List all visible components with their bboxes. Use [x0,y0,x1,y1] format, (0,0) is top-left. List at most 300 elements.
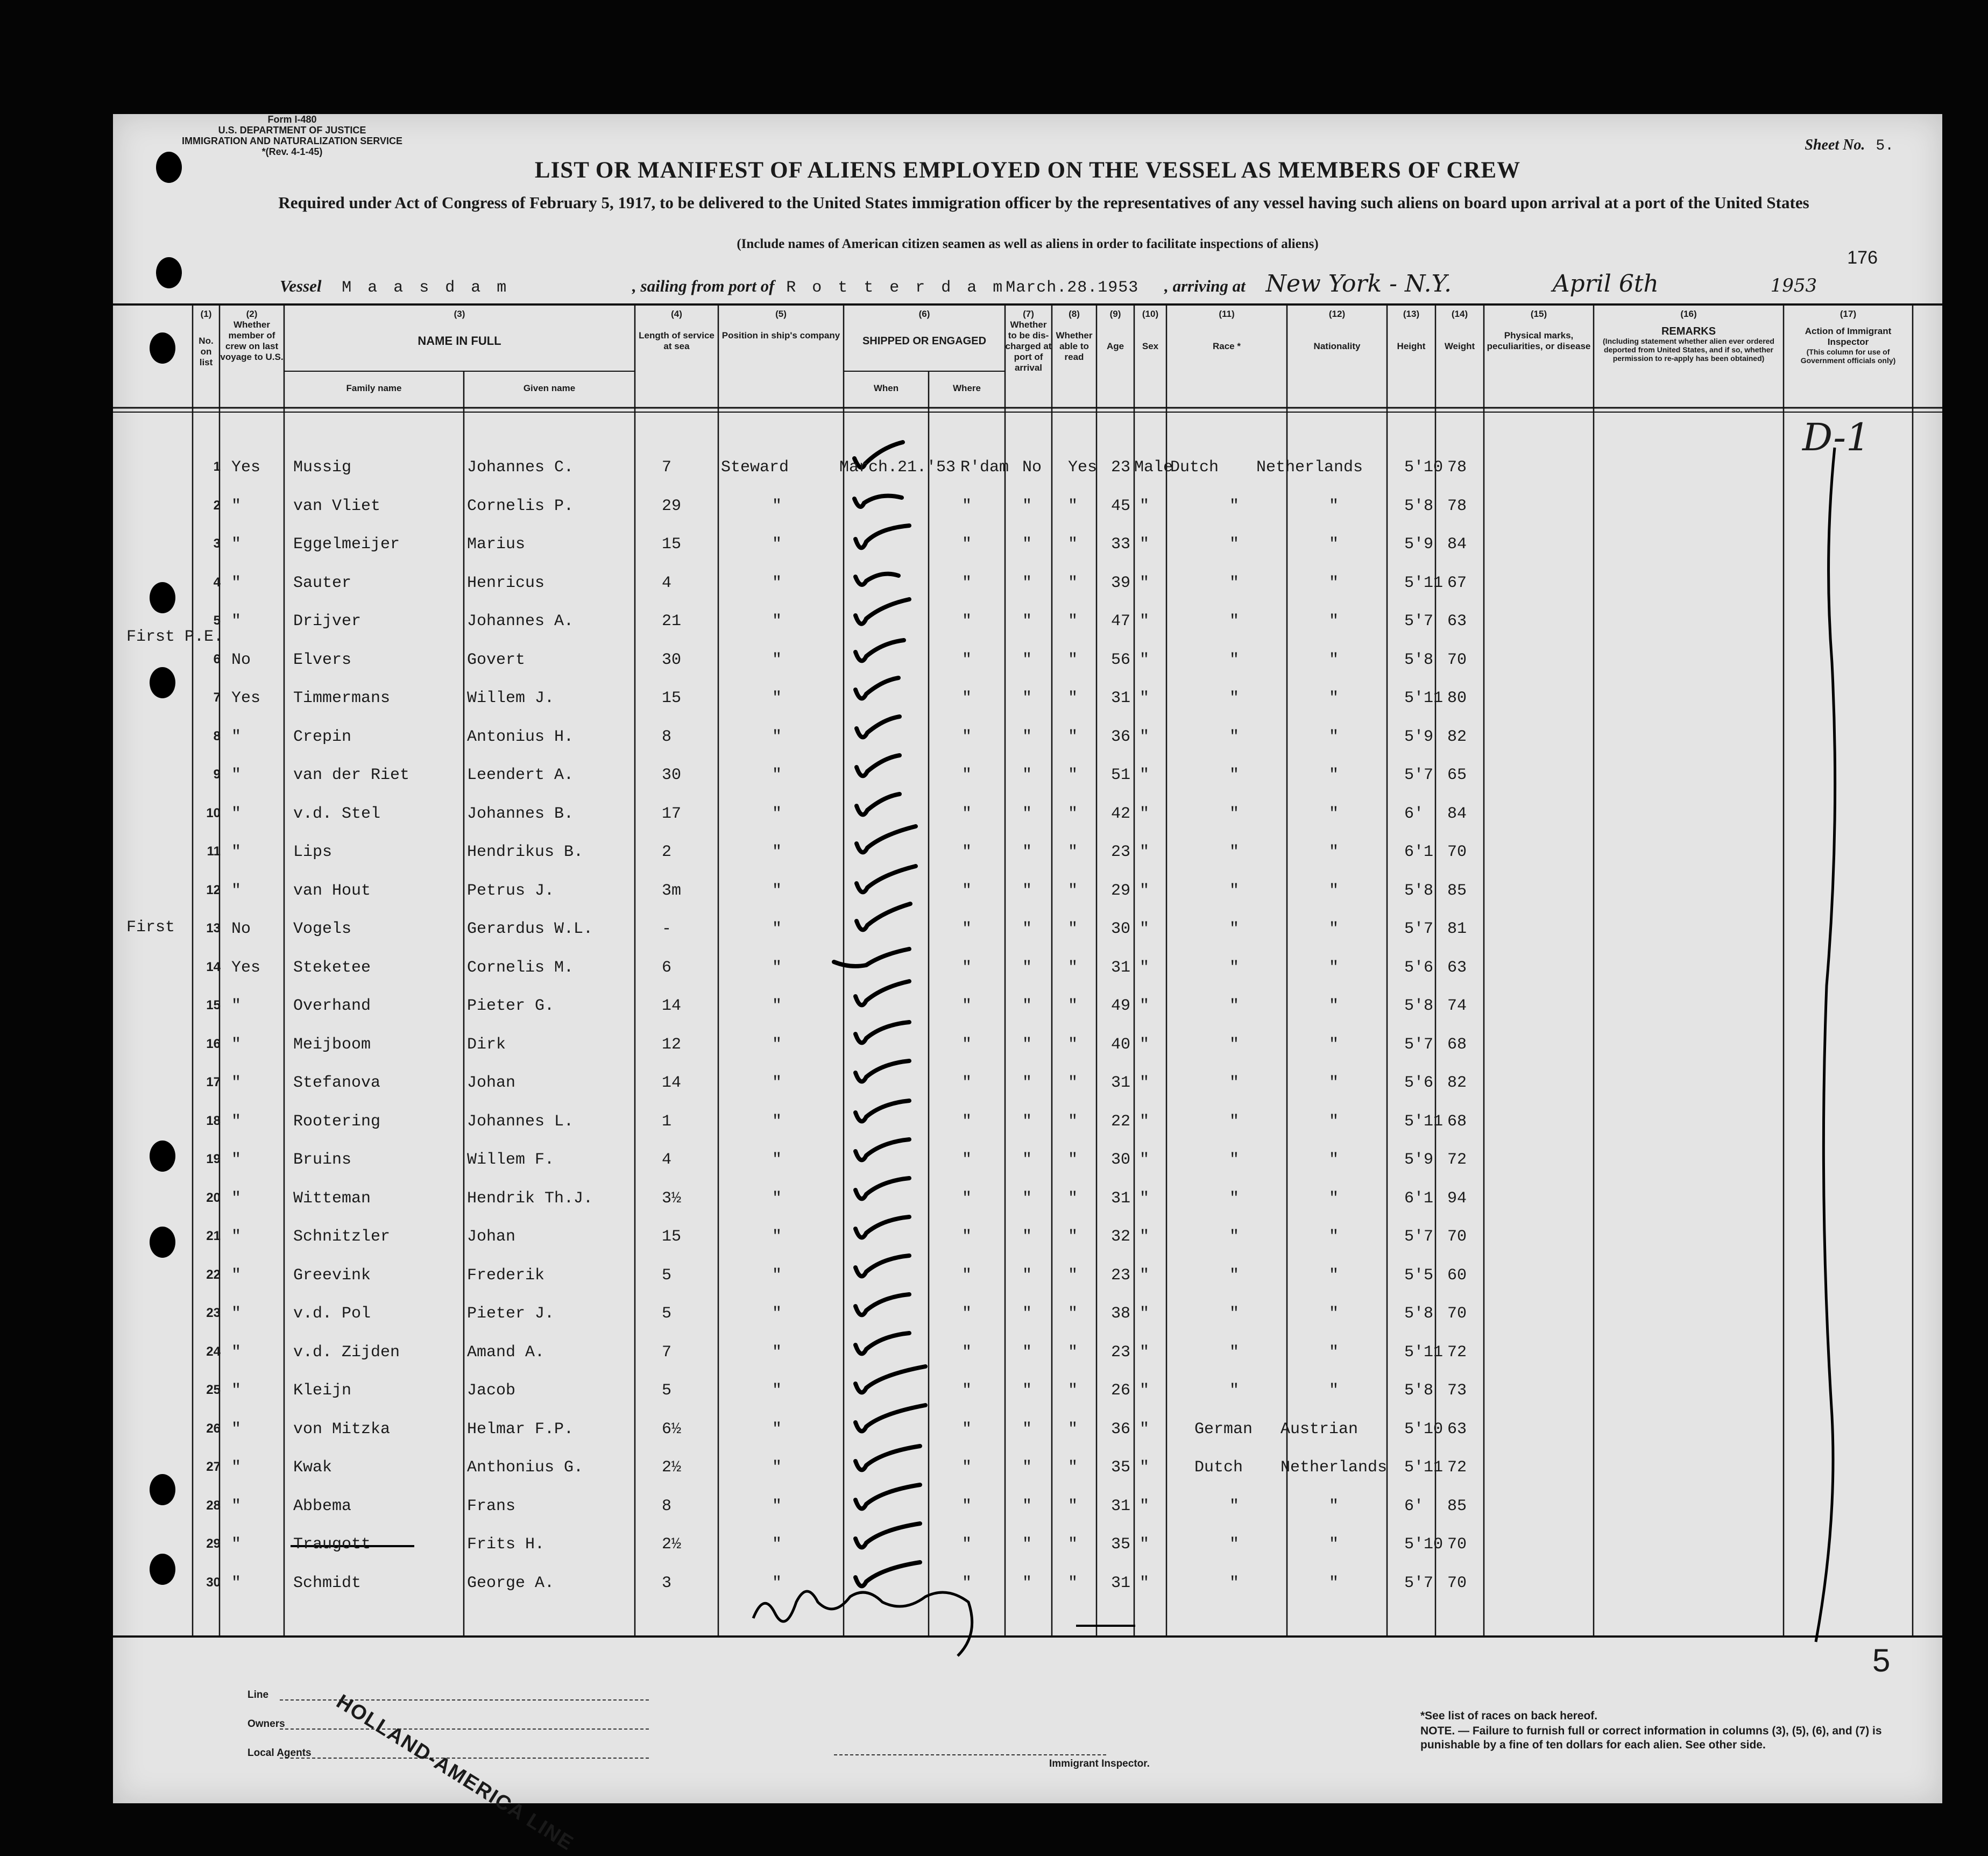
sex: " [1140,958,1150,977]
sailing-port: R o t t e r d a m [786,279,1006,297]
crew-status: " [231,1574,242,1592]
row-number: 9 [213,767,221,782]
row-number: 3 [213,536,221,551]
family-name: Traugott [293,1535,371,1554]
sex: " [1140,1458,1150,1477]
weight: 70 [1447,1305,1467,1323]
form-number: Form I-480 [267,114,317,125]
nationality: " [1329,573,1339,592]
weight: 63 [1447,958,1467,977]
crew-status: " [231,804,242,823]
discharge: " [1022,1151,1032,1169]
discharge: " [1022,1458,1032,1477]
discharge: " [1022,1382,1032,1400]
family-name: van Vliet [293,497,381,515]
col-12-header [1287,309,1387,352]
weight: 74 [1447,997,1467,1015]
shipped-where: " [962,1189,972,1208]
row-number: 8 [213,728,221,743]
sex: " [1140,1497,1150,1515]
vessel-name: M a a s d a m [342,279,510,297]
given-name: Hendrik Th.J. [467,1189,593,1208]
row-number: 10 [206,805,221,820]
race: " [1229,1343,1240,1362]
weight: 67 [1447,573,1467,592]
length-of-service: 30 [662,650,682,669]
race: " [1229,958,1240,977]
binder-hole [156,257,182,288]
length-of-service: 21 [662,612,682,631]
able-to-read: " [1068,1458,1078,1477]
crew-status: " [231,1074,242,1092]
shipped-where: " [962,1497,972,1515]
position: " [772,1574,782,1592]
crew-status: " [231,573,242,592]
nationality: " [1329,1074,1339,1092]
position: " [772,1151,782,1169]
crew-status: " [231,1189,242,1208]
given-name: Gerardus W.L. [467,920,593,938]
length-of-service: 2½ [662,1458,682,1477]
binder-hole [156,152,182,183]
given-name: Dirk [467,1035,506,1054]
race: " [1229,1497,1240,1515]
race: Dutch [1194,1458,1243,1477]
given-name: Marius [467,535,526,554]
nationality: " [1329,497,1339,515]
able-to-read: " [1068,1382,1078,1400]
row-number: 22 [206,1267,221,1282]
length-of-service: 17 [662,804,682,823]
family-name: Greevink [293,1266,371,1285]
height: 5'7 [1404,766,1434,784]
height: 5'8 [1404,881,1434,900]
age: 56 [1111,650,1131,669]
sex: " [1140,1266,1150,1285]
col-12-label: Nationality [1313,341,1361,351]
holland-america-stamp: HOLLAND-AMERICA LINE [332,1690,578,1855]
height: 5'8 [1404,497,1434,515]
col-13-number: (13) [1403,309,1420,319]
position: " [772,1112,782,1131]
document-title: LIST OR MANIFEST OF ALIENS EMPLOYED ON THE VESSEL AS MEMBERS OF CREW [534,158,1521,183]
shipped-where: " [962,997,972,1015]
sex: " [1140,997,1150,1015]
able-to-read: " [1068,1112,1078,1131]
position: " [772,1420,782,1439]
height: 5'8 [1404,650,1434,669]
nationality: " [1329,1228,1339,1246]
height: 5'11 [1404,1458,1444,1477]
weight: 70 [1447,843,1467,861]
col-3-number: (3) [454,309,465,319]
height: 5'10 [1404,1535,1444,1554]
corner-number: 5 [1872,1642,1891,1678]
position: " [772,1035,782,1054]
col-10-number: (10) [1142,309,1159,319]
age: 23 [1111,458,1131,477]
col-17-sublabel: (This column for use of Government officials only) [1800,348,1896,365]
side-note-first-pe: First P.E. [126,628,224,646]
shipped-where: " [962,650,972,669]
col-6-number: (6) [918,309,930,319]
able-to-read: " [1068,1535,1078,1554]
able-to-read: " [1068,689,1078,707]
crew-status: " [231,535,242,554]
length-of-service: 8 [662,1497,672,1515]
given-name: Frederik [467,1266,545,1285]
able-to-read: " [1068,1189,1078,1208]
height: 5'7 [1404,1035,1434,1054]
crew-status: " [231,1112,242,1131]
discharge: " [1022,1074,1032,1092]
department-name: U.S. DEPARTMENT OF JUSTICE [218,125,366,136]
row-number: 26 [206,1421,221,1436]
shipped-where: " [962,920,972,938]
nationality: " [1329,1035,1339,1054]
position: " [772,1343,782,1362]
discharge: " [1022,1305,1032,1323]
able-to-read: " [1068,1074,1078,1092]
crew-status: Yes [231,689,261,707]
height: 5'11 [1404,1343,1444,1362]
col-11-header [1166,309,1287,352]
family-name: Timmermans [293,689,391,707]
length-of-service: 30 [662,766,682,784]
discharge: " [1022,1112,1032,1131]
race: " [1229,1305,1240,1323]
height: 5'8 [1404,1305,1434,1323]
col-1-label: No. on list [199,336,214,367]
sex: " [1140,1305,1150,1323]
row-number: 1 [213,459,221,474]
height: 6'1 [1404,843,1434,861]
nationality: " [1329,881,1339,900]
row-number: 24 [206,1344,221,1359]
row-number: 23 [206,1306,221,1320]
given-name: Frits H. [467,1535,545,1554]
col-13-label: Height [1397,341,1426,351]
row-number: 20 [206,1190,221,1205]
shipped-where: " [962,497,972,515]
given-name: George A. [467,1574,555,1592]
height: 5'7 [1404,1574,1434,1592]
sex: " [1140,1535,1150,1554]
weight: 70 [1447,1574,1467,1592]
family-name: Meijboom [293,1035,371,1054]
length-of-service: 2½ [662,1535,682,1554]
height: 6' [1404,804,1424,823]
weight: 82 [1447,727,1467,746]
given-name: Willem F. [467,1151,555,1169]
local-agents-label: Local Agents [247,1747,312,1759]
binder-hole [150,667,175,698]
col-7-label: Whether to be dis-charged at port of arrival [1005,320,1052,373]
age: 23 [1111,843,1131,861]
race: " [1229,650,1240,669]
race: " [1229,573,1240,592]
given-name: Pieter J. [467,1305,555,1323]
able-to-read: " [1068,573,1078,592]
position: " [772,1458,782,1477]
age: 31 [1111,958,1131,977]
given-name: Amand A. [467,1343,545,1362]
col-12-number: (12) [1328,309,1346,319]
col-7-header [1005,309,1052,373]
service-name: IMMIGRATION AND NATURALIZATION SERVICE [182,136,402,146]
sex: " [1140,1074,1150,1092]
sex: " [1140,1151,1150,1169]
weight: 60 [1447,1266,1467,1285]
col-7-number: (7) [1023,309,1034,319]
weight: 68 [1447,1035,1467,1054]
shipped-check-marks [834,442,925,1586]
given-name: Petrus J. [467,881,555,900]
col-8-header [1052,309,1096,363]
position: " [772,497,782,515]
race: " [1229,1382,1240,1400]
able-to-read: " [1068,1035,1078,1054]
given-name: Leendert A. [467,766,574,784]
length-of-service: 14 [662,997,682,1015]
sex: " [1140,766,1150,784]
length-of-service: 8 [662,727,672,746]
family-name: van Hout [293,881,371,900]
able-to-read: " [1068,1574,1078,1592]
discharge: " [1022,689,1032,707]
age: 39 [1111,573,1131,592]
shipped-where: " [962,766,972,784]
row-number: 4 [213,575,221,590]
age: 29 [1111,881,1131,900]
crew-status: " [231,997,242,1015]
col-8-number: (8) [1069,309,1080,319]
weight: 72 [1447,1151,1467,1169]
weight: 78 [1447,497,1467,515]
height: 5'11 [1404,689,1444,707]
position: " [772,612,782,631]
shipped-where: " [962,535,972,554]
able-to-read: " [1068,997,1078,1015]
height: 5'9 [1404,1151,1434,1169]
col-8-label: Whether able to read [1056,330,1093,362]
able-to-read: " [1068,612,1078,631]
discharge: " [1022,1266,1032,1285]
given-name: Helmar F.P. [467,1420,574,1439]
race: " [1229,1035,1240,1054]
weight: 70 [1447,650,1467,669]
shipped-where: " [962,1343,972,1362]
col-14-label: Weight [1444,341,1475,351]
col-9-header [1096,309,1134,352]
col-9-label: Age [1106,341,1124,351]
position: " [772,650,782,669]
discharge: " [1022,766,1032,784]
crew-status: " [231,497,242,515]
shipped-where: " [962,727,972,746]
race: " [1229,1074,1240,1092]
col-16-sublabel: (Including statement whether alien ever ordered deported from United States, and if so, whether permission to re-apply has been obtained) [1603,337,1774,363]
shipped-where: " [962,573,972,592]
shipped-where: " [962,1574,972,1592]
given-name: Cornelis M. [467,958,574,977]
race: " [1229,1112,1240,1131]
discharge: " [1022,920,1032,938]
crew-status: " [231,843,242,861]
col-1-number: (1) [200,309,212,319]
able-to-read: " [1068,1497,1078,1515]
col-3-family-header: Family name [346,383,402,393]
shipped-where: " [962,804,972,823]
able-to-read: " [1068,1420,1078,1439]
col-15-number: (15) [1530,309,1547,319]
age: 30 [1111,1151,1131,1169]
height: 5'6 [1404,1074,1434,1092]
race: " [1229,727,1240,746]
inspector-line [1816,448,1835,1642]
row-number: 2 [213,498,221,513]
length-of-service: 4 [662,573,672,592]
able-to-read: " [1068,920,1078,938]
discharge: " [1022,535,1032,554]
crew-status: Yes [231,458,261,477]
family-name: Rootering [293,1112,381,1131]
row-number: 27 [206,1460,221,1474]
race: " [1229,689,1240,707]
able-to-read: " [1068,535,1078,554]
age: 31 [1111,1497,1131,1515]
row-number: 17 [206,1075,221,1089]
col-5-label: Position in ship's company [721,330,840,341]
family-name: Overhand [293,997,371,1015]
able-to-read: Yes [1068,458,1098,477]
discharge: " [1022,804,1032,823]
length-of-service: 3½ [662,1189,682,1208]
nationality: " [1329,1574,1339,1592]
sex: " [1140,920,1150,938]
height: 5'7 [1404,1228,1434,1246]
given-name: Jacob [467,1382,516,1400]
length-of-service: 15 [662,535,682,554]
position: " [772,1382,782,1400]
family-name: Stefanova [293,1074,381,1092]
col-13-header [1387,309,1435,352]
race: " [1229,1228,1240,1246]
able-to-read: " [1068,727,1078,746]
discharge: " [1022,881,1032,900]
nationality: " [1329,1189,1339,1208]
height: 5'7 [1404,612,1434,631]
crew-status: " [231,1151,242,1169]
nationality: " [1329,727,1339,746]
arriving-label: , arriving at [1164,277,1246,295]
age: 35 [1111,1458,1131,1477]
race: " [1229,1189,1240,1208]
crew-status: " [231,1420,242,1439]
weight: 82 [1447,1074,1467,1092]
height: 5'9 [1404,727,1434,746]
age: 47 [1111,612,1131,631]
age: 32 [1111,1228,1131,1246]
height: 5'9 [1404,535,1434,554]
given-name: Johannes B. [467,804,574,823]
nationality: " [1329,689,1339,707]
shipped-where: " [962,843,972,861]
position: " [772,958,782,977]
nationality: " [1329,1266,1339,1285]
weight: 94 [1447,1189,1467,1208]
nationality: " [1329,1535,1339,1554]
height: 5'5 [1404,1266,1434,1285]
family-name: von Mitzka [293,1420,391,1439]
height: 5'11 [1404,1112,1444,1131]
discharge: " [1022,612,1032,631]
sex: " [1140,650,1150,669]
discharge: " [1022,1535,1032,1554]
height: 6'1 [1404,1189,1434,1208]
position: " [772,1535,782,1554]
age: 26 [1111,1382,1131,1400]
family-name: van der Riet [293,766,410,784]
length-of-service: 6 [662,958,672,977]
race: " [1229,612,1240,631]
weight: 68 [1447,1112,1467,1131]
crew-status: " [231,1305,242,1323]
revision-date: *(Rev. 4-1-45) [261,146,323,157]
sex: " [1140,1189,1150,1208]
col-6-when-header: When [873,383,899,393]
nationality: " [1329,920,1339,938]
sailing-date: March.28.1953 [1006,279,1139,297]
height: 5'11 [1404,573,1444,592]
discharge: " [1022,1343,1032,1362]
age: 40 [1111,1035,1131,1054]
nationality: Austrian [1280,1420,1359,1439]
position: " [772,573,782,592]
col-16-number: (16) [1680,309,1697,319]
crew-status: " [231,1458,242,1477]
given-name: Antonius H. [467,727,574,746]
row-number: 25 [206,1383,221,1397]
discharge: " [1022,843,1032,861]
col-11-label: Race * [1213,341,1241,351]
col-3-given-header: Given name [523,383,576,393]
position: " [772,766,782,784]
family-name: Abbema [293,1497,352,1515]
shipped-where: " [962,612,972,631]
row-number: 21 [206,1229,221,1243]
col-17-header [1784,309,1913,365]
row-number: 7 [213,690,221,705]
col-6-header [844,309,1005,346]
crew-status: " [231,1228,242,1246]
nationality: " [1329,1151,1339,1169]
age: 49 [1111,997,1131,1015]
height: 5'6 [1404,958,1434,977]
able-to-read: " [1068,650,1078,669]
family-name: v.d. Pol [293,1305,371,1323]
nationality: " [1329,958,1339,977]
col-3-label: NAME IN FULL [418,334,501,348]
shipped-where: " [962,1228,972,1246]
weight: 65 [1447,766,1467,784]
col-1-header [193,309,220,368]
crew-status: " [231,766,242,784]
crew-status: " [231,881,242,900]
age: 42 [1111,804,1131,823]
binder-hole [150,1554,175,1585]
nationality: " [1329,843,1339,861]
